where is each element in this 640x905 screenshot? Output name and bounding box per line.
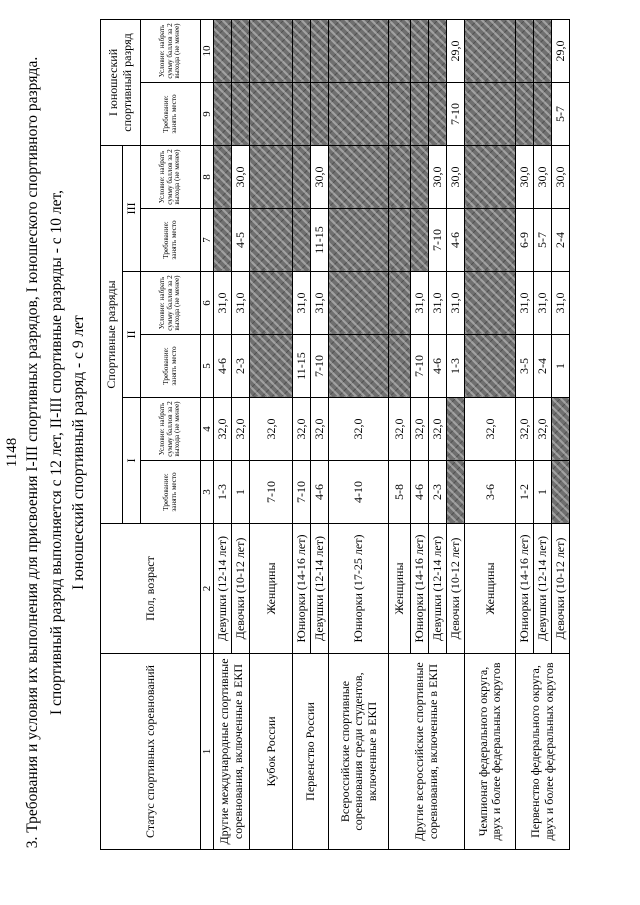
place-requirement bbox=[293, 209, 311, 272]
table-row bbox=[214, 19, 232, 849]
place-requirement: 5-7 bbox=[534, 209, 552, 272]
req-header-youth: Требование: занять место bbox=[141, 82, 201, 145]
place-requirement: 4-6 bbox=[311, 461, 329, 524]
column-number: 3 bbox=[201, 461, 214, 524]
score-condition bbox=[411, 145, 429, 208]
age-header: Пол, возраст bbox=[101, 524, 201, 654]
score-condition: 32,0 bbox=[516, 398, 534, 461]
place-requirement bbox=[329, 335, 389, 398]
place-requirement: 7-10 bbox=[411, 335, 429, 398]
age-group: Юниорки (17-25 лет) bbox=[329, 524, 389, 654]
cond-header-2: Условие: набрать сумму баллов за 2 выхода (не менее) bbox=[141, 272, 201, 335]
cond-header-1: Условие: набрать сумму баллов за 2 выхода (не менее) bbox=[141, 398, 201, 461]
place-requirement bbox=[329, 82, 389, 145]
place-requirement bbox=[250, 209, 293, 272]
place-requirement: 2-3 bbox=[232, 335, 250, 398]
age-group: Юниорки (14-16 лет) bbox=[516, 524, 534, 654]
place-requirement bbox=[534, 82, 552, 145]
score-condition bbox=[465, 145, 516, 208]
place-requirement bbox=[293, 82, 311, 145]
score-condition bbox=[429, 19, 447, 82]
score-condition bbox=[465, 19, 516, 82]
place-requirement bbox=[465, 335, 516, 398]
table-body bbox=[101, 19, 570, 849]
score-condition bbox=[329, 19, 389, 82]
score-condition bbox=[465, 272, 516, 335]
place-requirement: 1-3 bbox=[214, 461, 232, 524]
place-requirement: 7-10 bbox=[250, 461, 293, 524]
column-number: 5 bbox=[201, 335, 214, 398]
age-group: Юниорки (14-16 лет) bbox=[293, 524, 311, 654]
score-condition bbox=[411, 19, 429, 82]
column-number: 2 bbox=[201, 524, 214, 654]
place-requirement bbox=[465, 209, 516, 272]
place-requirement bbox=[516, 82, 534, 145]
place-requirement: 4-5 bbox=[232, 209, 250, 272]
place-requirement bbox=[411, 209, 429, 272]
age-group: Женщины bbox=[250, 524, 293, 654]
score-condition bbox=[250, 272, 293, 335]
score-condition bbox=[516, 19, 534, 82]
place-requirement bbox=[214, 209, 232, 272]
competition-status: Всероссийские спортивные соревнования среди студентов, включенные в ЕКП bbox=[329, 654, 389, 850]
place-requirement: 11-15 bbox=[293, 335, 311, 398]
score-condition: 31,0 bbox=[534, 272, 552, 335]
place-requirement: 6-9 bbox=[516, 209, 534, 272]
place-requirement: 7-10 bbox=[311, 335, 329, 398]
score-condition: 31,0 bbox=[447, 272, 465, 335]
age-requirement-line: I спортивный разряд выполняется с 12 лет, II-III спортивные разряды - с 10 лет, bbox=[48, 190, 65, 715]
table-row bbox=[250, 19, 293, 849]
age-group: Девушки (12-14 лет) bbox=[311, 524, 329, 654]
place-requirement bbox=[429, 82, 447, 145]
age-group: Женщины bbox=[389, 524, 411, 654]
place-requirement: 4-6 bbox=[447, 209, 465, 272]
place-requirement: 1-2 bbox=[516, 461, 534, 524]
score-condition: 30,0 bbox=[429, 145, 447, 208]
rank-2-header: II bbox=[123, 272, 141, 398]
competition-status: Другие всероссийские спортивные соревнования, включенные в ЕКП bbox=[389, 654, 465, 850]
competition-status: Кубок России bbox=[250, 654, 293, 850]
score-condition bbox=[329, 145, 389, 208]
req-header-1: Требование: занять место bbox=[141, 461, 201, 524]
score-condition: 32,0 bbox=[293, 398, 311, 461]
column-number: 6 bbox=[201, 272, 214, 335]
place-requirement: 1-3 bbox=[447, 335, 465, 398]
competition-status: Чемпионат федерального округа, двух и более федеральных округов bbox=[465, 654, 516, 850]
score-condition: 31,0 bbox=[232, 272, 250, 335]
score-condition bbox=[214, 145, 232, 208]
score-condition bbox=[389, 272, 411, 335]
score-condition bbox=[232, 19, 250, 82]
score-condition: 32,0 bbox=[214, 398, 232, 461]
age-group: Девочки (10-12 лет) bbox=[552, 524, 570, 654]
score-condition: 30,0 bbox=[447, 145, 465, 208]
youth-rank-header: I юношеский спортивный разряд bbox=[101, 19, 141, 145]
competition-status: Первенство России bbox=[293, 654, 329, 850]
place-requirement: 1 bbox=[232, 461, 250, 524]
column-number: 7 bbox=[201, 209, 214, 272]
score-condition: 31,0 bbox=[311, 272, 329, 335]
column-number-row bbox=[201, 19, 214, 849]
place-requirement bbox=[411, 82, 429, 145]
score-condition: 31,0 bbox=[214, 272, 232, 335]
score-condition bbox=[250, 145, 293, 208]
score-condition: 31,0 bbox=[411, 272, 429, 335]
score-condition: 29,0 bbox=[552, 19, 570, 82]
score-condition: 31,0 bbox=[552, 272, 570, 335]
table-row bbox=[293, 19, 311, 849]
score-condition: 29,0 bbox=[447, 19, 465, 82]
place-requirement: 5-8 bbox=[389, 461, 411, 524]
youth-requirement-line: I юношеский спортивный разряд - с 9 лет bbox=[70, 315, 87, 590]
table-row bbox=[389, 19, 411, 849]
place-requirement: 4-10 bbox=[329, 461, 389, 524]
score-condition: 32,0 bbox=[389, 398, 411, 461]
score-condition bbox=[447, 398, 465, 461]
column-number: 1 bbox=[201, 654, 214, 850]
age-group: Девочки (10-12 лет) bbox=[447, 524, 465, 654]
cond-header-youth: Условие: набрать сумму баллов за 2 выхода (не менее) bbox=[141, 19, 201, 82]
rank-3-header: III bbox=[123, 145, 141, 271]
competition-status: Первенство федерального округа, двух и более федеральных округов bbox=[516, 654, 570, 850]
place-requirement bbox=[311, 82, 329, 145]
place-requirement: 2-4 bbox=[552, 209, 570, 272]
place-requirement bbox=[447, 461, 465, 524]
req-header-3: Требование: занять место bbox=[141, 209, 201, 272]
score-condition bbox=[534, 19, 552, 82]
place-requirement bbox=[389, 209, 411, 272]
age-group: Юниорки (14-16 лет) bbox=[411, 524, 429, 654]
column-number: 10 bbox=[201, 19, 214, 82]
score-condition: 32,0 bbox=[465, 398, 516, 461]
score-condition: 30,0 bbox=[311, 145, 329, 208]
rank-1-header: I bbox=[123, 398, 141, 524]
req-header-2: Требование: занять место bbox=[141, 335, 201, 398]
age-group: Девушки (12-14 лет) bbox=[534, 524, 552, 654]
place-requirement: 4-6 bbox=[411, 461, 429, 524]
score-condition bbox=[329, 272, 389, 335]
place-requirement: 7-10 bbox=[429, 209, 447, 272]
place-requirement bbox=[214, 82, 232, 145]
section-heading: 3. Требования и условия их выполнения для присвоения I-III спортивных разрядов, I юношеского спортивного разряда. bbox=[24, 56, 41, 849]
score-condition bbox=[293, 19, 311, 82]
place-requirement: 3-5 bbox=[516, 335, 534, 398]
score-condition bbox=[389, 19, 411, 82]
place-requirement bbox=[465, 82, 516, 145]
place-requirement bbox=[389, 335, 411, 398]
competition-status: Другие международные спортивные соревнования, включенные в ЕКП bbox=[214, 654, 250, 850]
place-requirement: 1 bbox=[534, 461, 552, 524]
score-condition bbox=[389, 145, 411, 208]
score-condition: 31,0 bbox=[429, 272, 447, 335]
score-condition bbox=[250, 19, 293, 82]
score-condition: 32,0 bbox=[429, 398, 447, 461]
score-condition: 32,0 bbox=[232, 398, 250, 461]
place-requirement: 11-15 bbox=[311, 209, 329, 272]
status-header: Статус спортивных соревнований bbox=[101, 654, 201, 850]
place-requirement: 3-6 bbox=[465, 461, 516, 524]
requirements-table bbox=[100, 19, 570, 850]
age-group: Девушки (12-14 лет) bbox=[214, 524, 232, 654]
place-requirement: 7-10 bbox=[293, 461, 311, 524]
table-row bbox=[516, 19, 534, 849]
score-condition: 31,0 bbox=[516, 272, 534, 335]
place-requirement: 2-4 bbox=[534, 335, 552, 398]
place-requirement: 4-6 bbox=[429, 335, 447, 398]
score-condition: 30,0 bbox=[552, 145, 570, 208]
score-condition: 32,0 bbox=[311, 398, 329, 461]
score-condition bbox=[311, 19, 329, 82]
place-requirement: 5-7 bbox=[552, 82, 570, 145]
score-condition bbox=[552, 398, 570, 461]
place-requirement: 7-10 bbox=[447, 82, 465, 145]
column-number: 9 bbox=[201, 82, 214, 145]
table-row bbox=[329, 19, 389, 849]
score-condition: 31,0 bbox=[293, 272, 311, 335]
score-condition: 32,0 bbox=[250, 398, 293, 461]
score-condition: 32,0 bbox=[411, 398, 429, 461]
place-requirement bbox=[389, 82, 411, 145]
place-requirement: 4-6 bbox=[214, 335, 232, 398]
column-number: 4 bbox=[201, 398, 214, 461]
score-condition: 32,0 bbox=[534, 398, 552, 461]
cond-header-3: Условие: набрать сумму баллов за 2 выхода (не менее) bbox=[141, 145, 201, 208]
place-requirement: 1 bbox=[552, 335, 570, 398]
age-group: Девочки (10-12 лет) bbox=[232, 524, 250, 654]
age-group: Женщины bbox=[465, 524, 516, 654]
place-requirement: 2-3 bbox=[429, 461, 447, 524]
place-requirement bbox=[552, 461, 570, 524]
column-number: 8 bbox=[201, 145, 214, 208]
score-condition: 30,0 bbox=[534, 145, 552, 208]
place-requirement bbox=[250, 335, 293, 398]
place-requirement bbox=[329, 209, 389, 272]
age-group: Девушки (12-14 лет) bbox=[429, 524, 447, 654]
place-requirement bbox=[232, 82, 250, 145]
score-condition bbox=[293, 145, 311, 208]
score-condition: 30,0 bbox=[232, 145, 250, 208]
score-condition: 32,0 bbox=[329, 398, 389, 461]
table-row bbox=[465, 19, 516, 849]
place-requirement bbox=[250, 82, 293, 145]
score-condition: 30,0 bbox=[516, 145, 534, 208]
sport-ranks-header: Спортивные разряды bbox=[101, 145, 123, 523]
page-number: 1148 bbox=[4, 437, 20, 468]
score-condition bbox=[214, 19, 232, 82]
